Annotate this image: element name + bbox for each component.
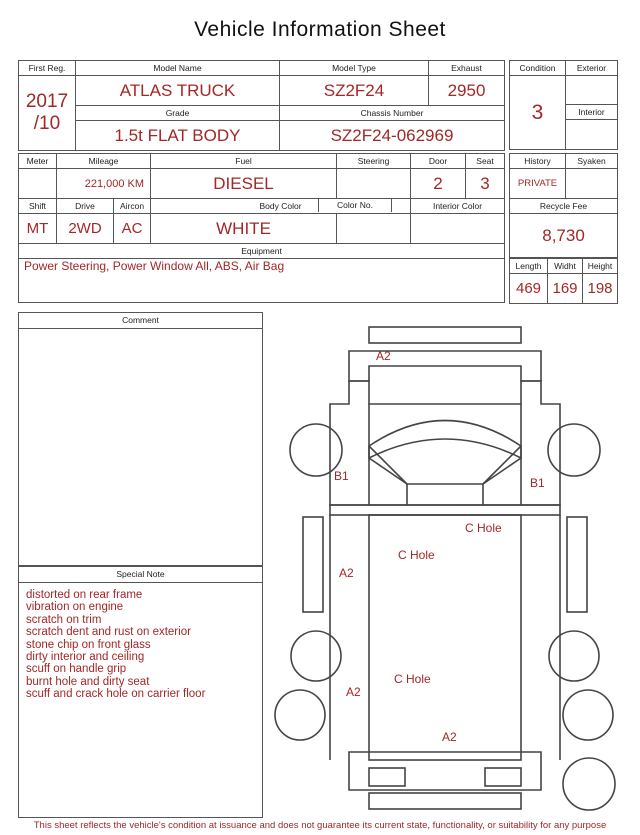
seat-label: Seat bbox=[466, 154, 505, 169]
spec-table bbox=[18, 153, 505, 303]
equipment-label: Equipment bbox=[19, 244, 505, 259]
chassis-value: SZ2F24-062969 bbox=[280, 121, 505, 151]
list-item: scratch on trim bbox=[26, 613, 102, 626]
windshield-lower bbox=[369, 458, 521, 484]
fuel-value: DIESEL bbox=[151, 169, 337, 199]
syaken-value bbox=[566, 169, 618, 199]
interior-label: Interior bbox=[566, 105, 618, 120]
carrier-outer bbox=[330, 505, 560, 515]
first-reg-year: 2017 bbox=[25, 91, 69, 112]
front-right-wheel bbox=[548, 424, 600, 476]
interior-color-value bbox=[411, 214, 505, 244]
mark-carrier-right: C Hole bbox=[465, 521, 502, 535]
mark-carrier-center: C Hole bbox=[398, 548, 435, 562]
comment-box bbox=[18, 312, 263, 566]
list-item: burnt hole and dirty seat bbox=[26, 675, 150, 688]
dimension-table bbox=[509, 258, 618, 304]
interior-color-label: Interior Color bbox=[411, 199, 505, 214]
equipment-value: Power Steering, Power Window All, ABS, Air Bag bbox=[19, 259, 505, 303]
aircon-value: AC bbox=[114, 214, 151, 244]
history-table bbox=[509, 153, 618, 258]
left-side-gate bbox=[303, 517, 323, 612]
steering-value bbox=[337, 169, 411, 199]
first-reg-label: First Reg. bbox=[19, 61, 76, 76]
syaken-label: Syaken bbox=[566, 154, 618, 169]
exhaust-value: 2950 bbox=[429, 76, 505, 106]
special-note-list bbox=[19, 583, 262, 701]
exterior-value bbox=[566, 76, 618, 105]
mark-rear: A2 bbox=[442, 730, 457, 744]
mark-right-door: B1 bbox=[530, 476, 545, 490]
model-name-value: ATLAS TRUCK bbox=[76, 76, 280, 106]
list-item: scratch dent and rust on exterior bbox=[26, 626, 191, 639]
meter-value bbox=[19, 169, 57, 199]
list-item: vibration on engine bbox=[26, 601, 124, 614]
history-label: History bbox=[510, 154, 566, 169]
recycle-value: 8,730 bbox=[510, 214, 618, 258]
length-label: Length bbox=[510, 259, 548, 274]
fuel-label: Fuel bbox=[151, 154, 337, 169]
rear-right-wheel-2 bbox=[563, 690, 613, 740]
model-name-label: Model Name bbox=[76, 61, 280, 76]
special-note-box bbox=[18, 566, 263, 818]
mileage-label: Mileage bbox=[57, 154, 151, 169]
list-item: scuff on handle grip bbox=[26, 663, 127, 676]
rear-left-wheel-2 bbox=[275, 690, 325, 740]
mark-carrier-lower: C Hole bbox=[394, 672, 431, 686]
height-value: 198 bbox=[583, 274, 618, 304]
rear-frame bbox=[349, 752, 541, 790]
width-label: Widht bbox=[548, 259, 583, 274]
mark-left-door: B1 bbox=[334, 469, 349, 483]
aircon-label: Aircon bbox=[114, 199, 151, 214]
spare-wheel bbox=[563, 758, 615, 810]
model-type-value: SZ2F24 bbox=[280, 76, 429, 106]
body-color-value: WHITE bbox=[151, 214, 337, 244]
mark-carrier-left: A2 bbox=[339, 566, 354, 580]
list-item: scuff and crack hole on carrier floor bbox=[26, 688, 206, 701]
first-reg-value bbox=[19, 76, 76, 151]
right-side-gate bbox=[567, 517, 587, 612]
color-no-label: Color No. bbox=[318, 198, 392, 212]
condition-label: Condition bbox=[510, 61, 566, 76]
body-color-label: Body Color bbox=[151, 199, 411, 214]
drive-value: 2WD bbox=[57, 214, 114, 244]
footer-disclaimer: This sheet reflects the vehicle's condition at issuance and does not guarantee its current state, functionality, or suitability for any purpose bbox=[33, 820, 607, 831]
carrier-bed bbox=[369, 515, 521, 760]
list-item: stone chip on front glass bbox=[26, 638, 151, 651]
mileage-value: 221,000 KM bbox=[57, 169, 151, 199]
rear-light-left bbox=[369, 768, 405, 786]
windshield-frame bbox=[369, 446, 521, 505]
rear-right-wheel-1 bbox=[549, 631, 599, 681]
meter-label: Meter bbox=[19, 154, 57, 169]
color-no-value bbox=[337, 214, 411, 244]
windshield bbox=[369, 421, 521, 459]
rear-light-right bbox=[485, 768, 521, 786]
special-note-label: Special Note bbox=[19, 567, 262, 583]
seat-value: 3 bbox=[466, 169, 505, 199]
grade-value: 1.5t FLAT BODY bbox=[76, 121, 280, 151]
list-item: distorted on rear frame bbox=[26, 589, 143, 601]
condition-table bbox=[509, 60, 618, 150]
rear-left-wheel-1 bbox=[291, 631, 341, 681]
recycle-label: Recycle Fee bbox=[510, 199, 618, 214]
mark-front: A2 bbox=[376, 349, 391, 363]
shift-value: MT bbox=[19, 214, 57, 244]
door-label: Door bbox=[411, 154, 466, 169]
width-value: 169 bbox=[548, 274, 583, 304]
history-value: PRIVATE bbox=[510, 169, 566, 199]
grade-label: Grade bbox=[76, 106, 280, 121]
chassis-label: Chassis Number bbox=[280, 106, 505, 121]
drive-label: Drive bbox=[57, 199, 114, 214]
interior-value bbox=[566, 120, 618, 150]
length-value: 469 bbox=[510, 274, 548, 304]
main-info-table bbox=[18, 60, 505, 151]
exterior-label: Exterior bbox=[566, 61, 618, 76]
rear-bumper bbox=[369, 793, 521, 809]
list-item: dirty interior and ceiling bbox=[26, 651, 145, 664]
truck-damage-diagram bbox=[270, 318, 630, 818]
shift-label: Shift bbox=[19, 199, 57, 214]
model-type-label: Model Type bbox=[280, 61, 429, 76]
exhaust-label: Exhaust bbox=[429, 61, 505, 76]
first-reg-month: /10 bbox=[33, 113, 61, 134]
steering-label: Steering bbox=[337, 154, 411, 169]
mark-rear-left: A2 bbox=[346, 685, 361, 699]
page-title: Vehicle Information Sheet bbox=[194, 18, 446, 41]
comment-label: Comment bbox=[19, 313, 262, 329]
door-value: 2 bbox=[411, 169, 466, 199]
cab-outline bbox=[330, 381, 560, 505]
condition-value: 3 bbox=[510, 76, 566, 150]
front-bumper bbox=[369, 327, 521, 343]
height-label: Height bbox=[583, 259, 618, 274]
